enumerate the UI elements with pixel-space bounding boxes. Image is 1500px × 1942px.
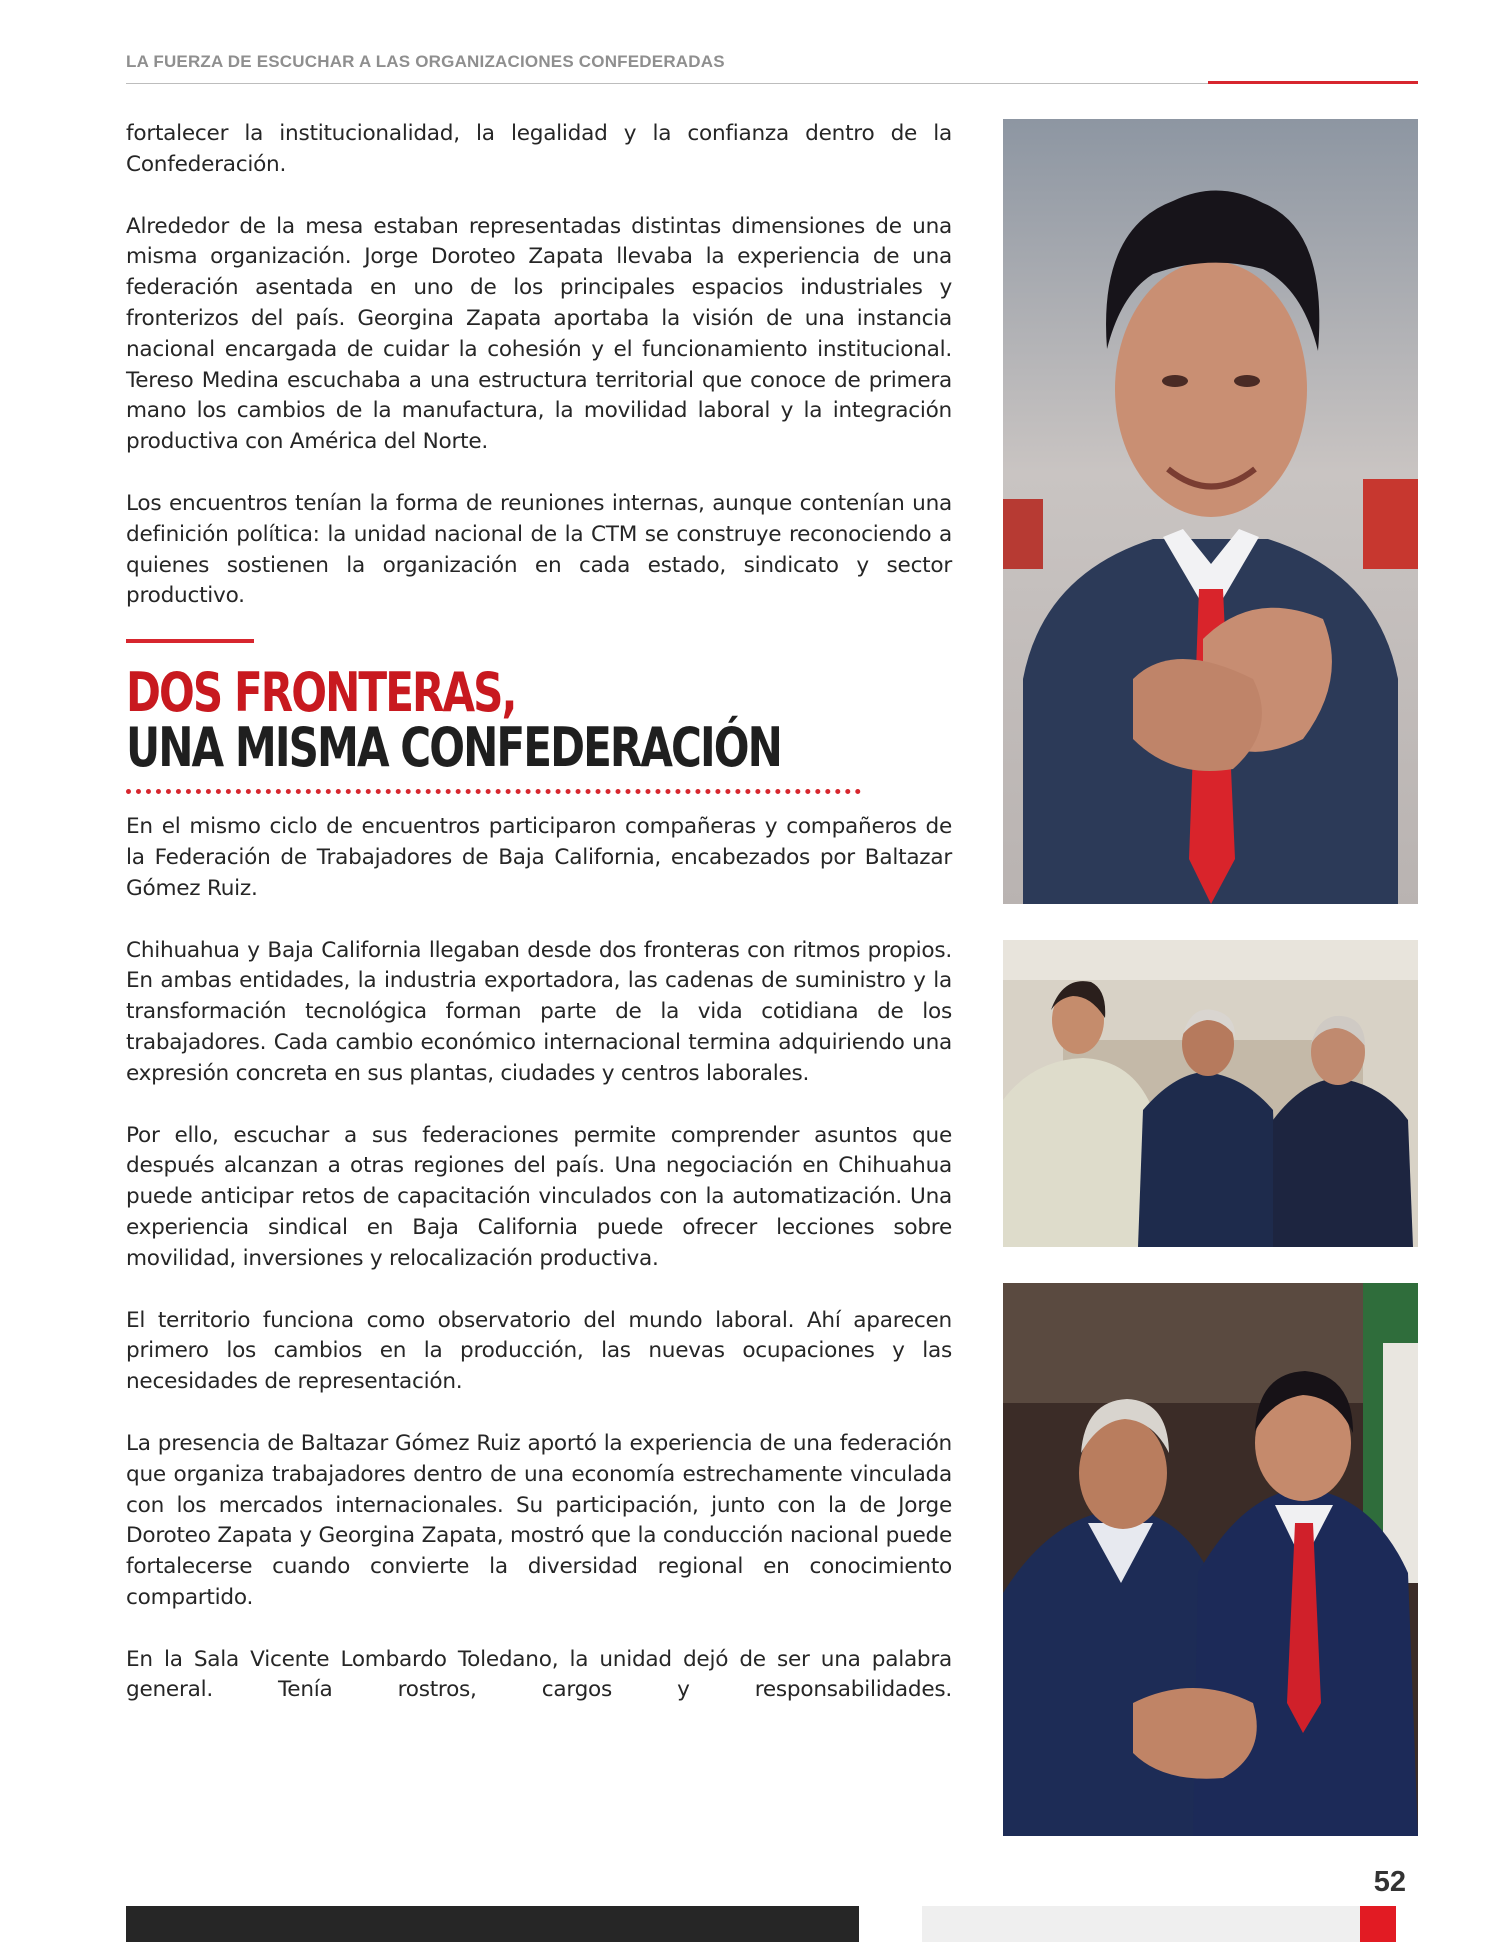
- section-heading-line-1: DOS FRONTERAS,: [126, 661, 516, 725]
- handshake-illustration: [1003, 1283, 1418, 1836]
- photo-portrait: [1003, 119, 1418, 904]
- article-body: [126, 119, 952, 1737]
- article-paragraph: El territorio funciona como observatorio del mundo laboral. Ahí aparecen primero los cambios en la producción, las nuevas ocupaciones y las necesidades de representación.: [126, 1307, 952, 1395]
- article-paragraph: Los encuentros tenían la forma de reuniones internas, aunque contenían una definición política: la unidad nacional de la CTM se construye reconociendo a quienes sostienen la organización en cada estado, sindicato y sector productivo.: [126, 490, 952, 609]
- article-paragraph: En la Sala Vicente Lombardo Toledano, la unidad dejó de ser una palabra general. Tenía rostros, cargos y responsabilidades.: [126, 1646, 952, 1703]
- group-illustration: [1003, 940, 1418, 1247]
- photo-handshake: [1003, 1283, 1418, 1836]
- portrait-illustration: [1003, 119, 1418, 904]
- article-paragraph: Alrededor de la mesa estaban representadas distintas dimensiones de una misma organización. Jorge Doroteo Zapata llevaba la experiencia de una federación asentada en uno de los principales espacios industriales y fronterizos del país. Georgina Zapata aportaba la visión de una instancia nacional encargada de cuidar la cohesión y el funcionamiento institucional. Tereso Medina escuchaba a una estructura territorial que conoce de primera mano los cambios de la manufactura, la movilidad laboral y la integración productiva con América del Norte.: [126, 213, 952, 455]
- article-paragraph: La presencia de Baltazar Gómez Ruiz aportó la experiencia de una federación que organiza trabajadores dentro de una economía estrechamente vinculada con los mercados internacionales. Su participación, junto con la de Jorge Doroteo Zapata y Georgina Zapata, mostró que la conducción nacional puede fortalecerse cuando convierte la diversidad regional en conocimiento compartido.: [126, 1430, 952, 1610]
- running-header: LA FUERZA DE ESCUCHAR A LAS ORGANIZACIONES CONFEDERADAS: [126, 52, 725, 71]
- article-paragraph: En el mismo ciclo de encuentros participaron compañeras y compañeros de la Federación de Trabajadores de Baja California, encabezados por Baltazar Gómez Ruiz.: [126, 814, 952, 901]
- header-accent-bar: [1208, 81, 1418, 84]
- photo-group: [1003, 940, 1418, 1247]
- footer-bar-dark: [126, 1906, 859, 1942]
- section-heading: [126, 661, 951, 780]
- footer-bar-light: [922, 1906, 1360, 1942]
- article-paragraph: fortalecer la institucionalidad, la legalidad y la confianza dentro de la Confederación.: [126, 121, 952, 177]
- footer-bar-red: [1360, 1906, 1396, 1942]
- article-paragraph: Chihuahua y Baja California llegaban desde dos fronteras con ritmos propios. En ambas entidades, la industria exportadora, las cadenas de suministro y la transformación tecnológica forman parte de la vida cotidiana de los trabajadores. Cada cambio económico internacional termina adquiriendo una expresión concreta en sus plantas, ciudades y centros laborales.: [126, 937, 952, 1086]
- section-accent-bar: [126, 639, 254, 643]
- article-paragraph: Por ello, escuchar a sus federaciones permite comprender asuntos que después alcanzan a otras regiones del país. Una negociación en Chihuahua puede anticipar retos de capacitación vinculados con la automatización. Una experiencia sindical en Baja California puede ofrecer lecciones sobre movilidad, inversiones y relocalización productiva.: [126, 1122, 952, 1271]
- page-number: 52: [1373, 1866, 1406, 1898]
- section-heading-line-2: UNA MISMA CONFEDERACIÓN: [126, 716, 781, 780]
- dotted-divider: [126, 789, 861, 794]
